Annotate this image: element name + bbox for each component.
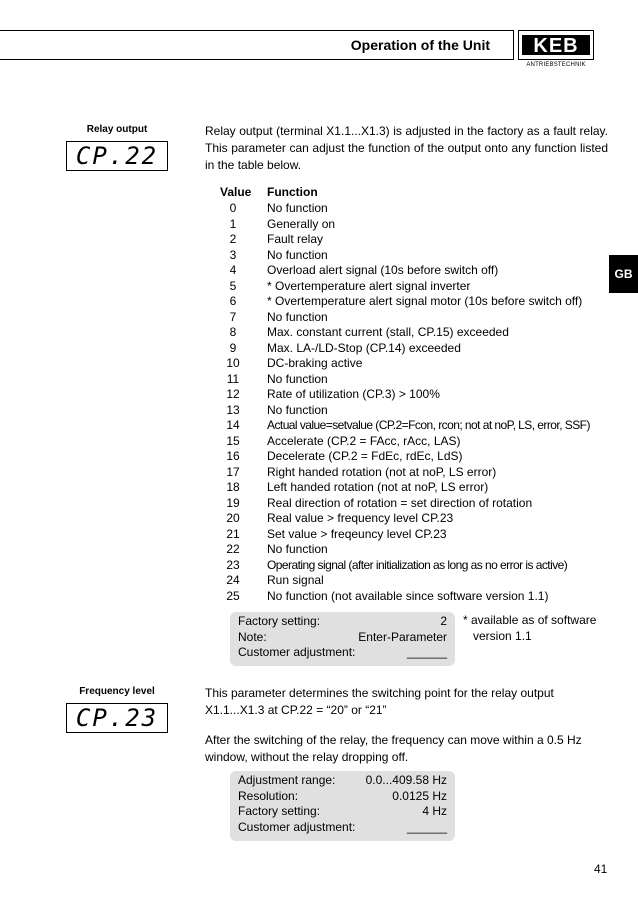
row-function: Run signal xyxy=(267,573,324,587)
frequency-description-2: After the switching of the relay, the frequency can move within a 0.5 Hz window, without the relay dropping off. xyxy=(205,733,582,764)
setting-value: 0.0125 Hz xyxy=(392,788,447,803)
relay-settings-box xyxy=(230,612,455,666)
row-value: 19 xyxy=(226,495,240,510)
row-function: Generally on xyxy=(267,216,336,231)
row-value: 0 xyxy=(229,201,237,215)
table-row xyxy=(218,341,618,357)
language-tab: GB xyxy=(609,255,638,293)
seven-segment-display xyxy=(69,143,165,169)
row-value: 17 xyxy=(226,464,240,479)
relay-display xyxy=(66,141,168,171)
table-row xyxy=(218,589,618,605)
setting-row xyxy=(238,614,447,630)
row-value: 23 xyxy=(226,557,240,572)
logo-text: KEB xyxy=(533,35,579,57)
row-function: Max. constant current (stall, CP.15) exceeded xyxy=(267,325,509,339)
table-row xyxy=(218,325,618,341)
table-row xyxy=(218,201,618,217)
table-row xyxy=(218,232,618,248)
table-row xyxy=(218,496,618,512)
row-function: Left handed rotation (not at noP, LS error) xyxy=(267,480,489,494)
frequency-description-1: This parameter determines the switching point for the relay output X1.1...X1.3 at CP.22 = “20” or “21” xyxy=(205,686,554,717)
keb-logo xyxy=(518,30,594,60)
setting-value: 2 xyxy=(440,614,447,628)
row-function: Real direction of rotation = set direction of rotation xyxy=(267,495,533,510)
frequency-display-text: CP.23 xyxy=(75,705,159,731)
row-value: 7 xyxy=(229,309,237,324)
row-function: Set value > freqeuncy level CP.23 xyxy=(267,526,447,541)
row-value: 13 xyxy=(226,402,240,417)
table-row xyxy=(218,372,618,388)
setting-value: 0.0...409.58 Hz xyxy=(365,773,447,787)
setting-key: Note: xyxy=(238,629,267,644)
row-value: 3 xyxy=(229,247,237,262)
table-row xyxy=(218,403,618,419)
row-function: * Overtemperature alert signal motor (10s before switch off) xyxy=(267,294,583,308)
row-value: 10 xyxy=(226,356,240,370)
setting-row xyxy=(238,630,447,646)
frequency-level-label: Frequency level xyxy=(79,686,155,697)
row-value: 4 xyxy=(229,263,237,277)
table-row xyxy=(218,310,618,326)
row-function: No function xyxy=(267,402,328,417)
row-function: Actual value=setvalue (CP.2=Fcon, rcon; not at noP, LS, error, SSF) xyxy=(267,418,590,432)
table-header-function: Function xyxy=(267,185,318,199)
relay-output-label: Relay output xyxy=(86,124,148,135)
row-value: 25 xyxy=(226,588,240,603)
setting-key: Adjustment range: xyxy=(238,773,336,787)
setting-key: Factory setting: xyxy=(238,614,321,628)
row-function: No function xyxy=(267,542,328,556)
frequency-settings-box xyxy=(230,771,455,841)
setting-row xyxy=(238,820,447,836)
table-row xyxy=(218,558,618,574)
row-function: No function xyxy=(267,371,328,386)
row-function: Fault relay xyxy=(267,232,324,246)
row-value: 12 xyxy=(226,387,240,401)
row-value: 15 xyxy=(226,433,240,448)
row-value: 5 xyxy=(229,278,237,293)
table-row xyxy=(218,542,618,558)
table-row xyxy=(218,217,618,233)
row-function: Decelerate (CP.2 = FdEc, rdEc, LdS) xyxy=(267,449,463,463)
row-function: DC-braking active xyxy=(267,356,363,370)
table-row xyxy=(218,527,618,543)
row-value: 9 xyxy=(229,340,237,355)
row-value: 11 xyxy=(226,371,240,386)
setting-row xyxy=(238,773,447,789)
table-row xyxy=(218,263,618,279)
page-number: 41 xyxy=(594,862,608,876)
row-function: Overload alert signal (10s before switch off) xyxy=(267,263,499,277)
keb-logo-mark xyxy=(521,33,591,57)
table-row xyxy=(218,279,618,295)
row-value: 14 xyxy=(226,418,240,432)
setting-value: Enter-Parameter xyxy=(358,629,447,644)
row-value: 24 xyxy=(226,573,240,587)
setting-key: Factory setting: xyxy=(238,804,321,818)
row-function: Operating signal (after initialization as long as no error is active) xyxy=(267,557,568,572)
row-function: No function xyxy=(267,201,328,215)
row-function: Right handed rotation (not at noP, LS error) xyxy=(267,464,497,479)
footnote-line-1: * available as of software xyxy=(463,613,597,627)
row-function: Accelerate (CP.2 = FAcc, rAcc, LAS) xyxy=(267,433,461,448)
row-function: Rate of utilization (CP.3) > 100% xyxy=(267,387,440,401)
row-function: Max. LA-/LD-Stop (CP.14) exceeded xyxy=(267,340,461,355)
row-value: 8 xyxy=(229,325,237,339)
row-function: No function (not available since software version 1.1) xyxy=(267,588,549,603)
table-row xyxy=(218,511,618,527)
frequency-display xyxy=(66,703,168,733)
setting-key: Customer adjustment: xyxy=(238,645,356,659)
page-title: Operation of the Unit xyxy=(350,37,490,53)
setting-value: 4 Hz xyxy=(422,804,447,818)
setting-key: Customer adjustment: xyxy=(238,819,356,834)
row-value: 16 xyxy=(226,449,240,463)
row-value: 20 xyxy=(226,511,240,525)
row-value: 6 xyxy=(229,294,237,308)
logo-subtitle: ANTRIEBSTECHNIK xyxy=(526,62,586,68)
row-function: No function xyxy=(267,309,328,324)
relay-display-text: CP.22 xyxy=(75,143,159,169)
table-row xyxy=(218,356,618,372)
table-row xyxy=(218,465,618,481)
row-value: 21 xyxy=(226,526,240,541)
row-value: 1 xyxy=(229,216,237,231)
table-row xyxy=(218,294,618,310)
setting-row xyxy=(238,789,447,805)
row-function: Real value > frequency level CP.23 xyxy=(267,511,454,525)
row-function: No function xyxy=(267,247,328,262)
setting-key: Resolution: xyxy=(238,788,299,803)
table-row xyxy=(218,573,618,589)
table-row xyxy=(218,480,618,496)
table-row xyxy=(218,387,618,403)
table-header-value: Value xyxy=(220,185,252,199)
setting-row xyxy=(238,645,447,661)
table-row xyxy=(218,434,618,450)
footnote-line-2: version 1.1 xyxy=(473,629,532,643)
relay-description: Relay output (terminal X1.1...X1.3) is adjusted in the factory as a fault relay. This parameter can adjust the function of the output onto any function listed in the table below. xyxy=(205,124,608,172)
table-row xyxy=(218,418,618,434)
table-row xyxy=(218,449,618,465)
row-value: 18 xyxy=(226,480,240,494)
setting-value: ______ xyxy=(406,645,447,659)
row-function: * Overtemperature alert signal inverter xyxy=(267,278,471,293)
row-value: 22 xyxy=(226,542,240,556)
seven-segment-display xyxy=(69,705,165,731)
row-value: 2 xyxy=(229,232,237,246)
setting-value: ______ xyxy=(406,819,447,834)
table-row xyxy=(218,248,618,264)
setting-row xyxy=(238,804,447,820)
